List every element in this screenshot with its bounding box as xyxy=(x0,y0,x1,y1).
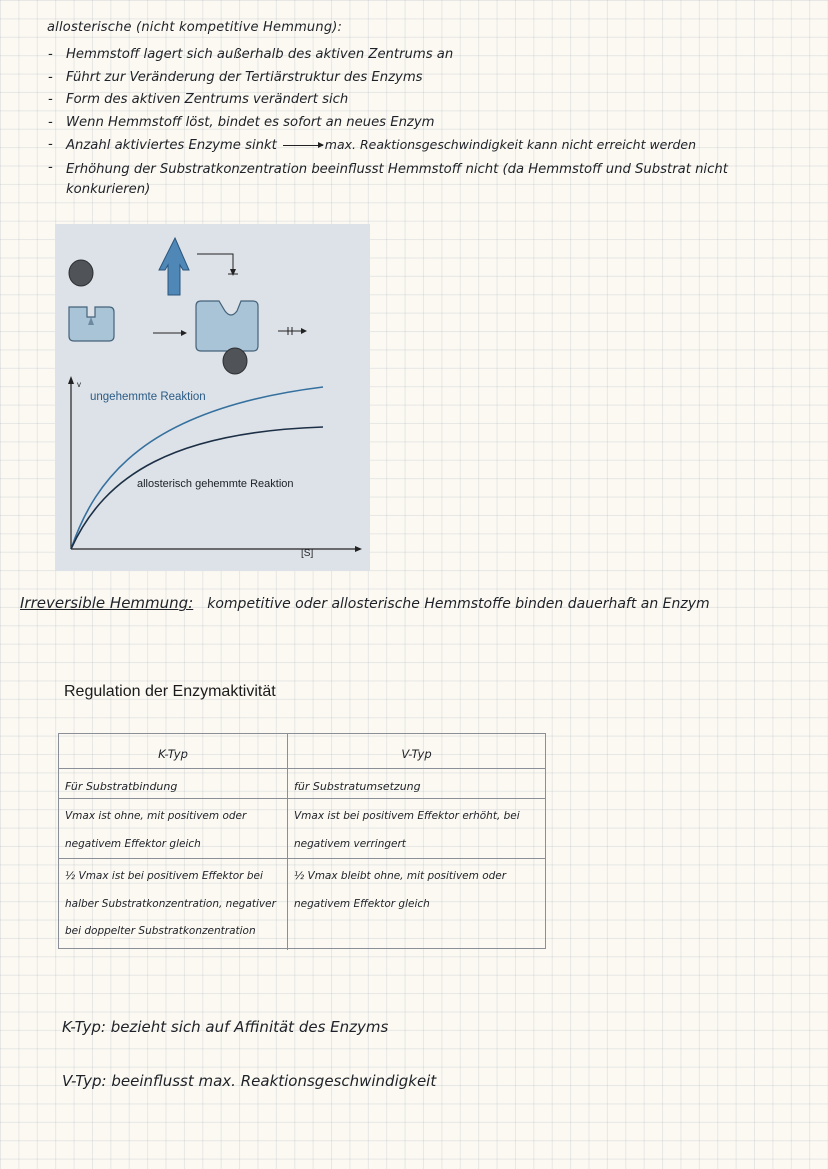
inhibitor-icon xyxy=(159,238,189,295)
bullet-item: - Erhöhung der Substratkonzentration beeinflusst Hemmstoff nicht (da Hemmstoff und Substrat nicht konkurieren) xyxy=(44,158,814,200)
vtyp-text: beeinflusst max. Reaktionsgeschwindigkeit xyxy=(111,1072,437,1090)
table-cell: für Substratumsetzung xyxy=(288,769,545,799)
ktyp-note xyxy=(62,1018,388,1036)
ktyp-label: K-Typ: xyxy=(62,1018,106,1036)
curve-bottom-label: allosterisch gehemmte Reaktion xyxy=(137,478,294,490)
inhibition-figure xyxy=(55,224,370,571)
arrow-right-icon xyxy=(283,145,323,146)
enzyme-deformed-icon xyxy=(196,301,258,351)
bullet-list xyxy=(44,44,814,200)
bullet-item: - Führt zur Veränderung der Tertiärstruktur des Enzyms xyxy=(44,67,814,90)
bullet-item xyxy=(44,134,814,158)
curve-uninhibited xyxy=(71,387,323,549)
irreversible-note xyxy=(20,594,710,612)
bullet-item: - Form des aktiven Zentrums verändert sich xyxy=(44,89,814,112)
substrate-disc-icon xyxy=(223,348,247,374)
irreversible-label: Irreversible Hemmung: xyxy=(20,594,194,612)
table-header-v: V-Typ xyxy=(288,734,545,769)
irreversible-definition: kompetitive oder allosterische Hemmstoffe binden dauerhaft an Enzym xyxy=(207,596,710,612)
bullet-text: Anzahl aktiviertes Enzyme sinkt xyxy=(66,138,277,153)
table-cell: Für Substratbindung xyxy=(59,769,288,799)
x-axis-label: [S] xyxy=(301,548,314,559)
regulation-title: Regulation der Enzymaktivität xyxy=(64,683,276,700)
substrate-disc-icon xyxy=(69,260,93,286)
arrow-right-icon xyxy=(181,330,187,336)
bullet-item: - Hemmstoff lagert sich außerhalb des aktiven Zentrums an xyxy=(44,44,814,67)
ktyp-text: bezieht sich auf Affinität des Enzyms xyxy=(110,1018,389,1036)
y-axis-label: v xyxy=(77,380,81,389)
vtyp-label: V-Typ: xyxy=(62,1072,107,1090)
table-cell: ½ Vmax ist bei positivem Effektor bei halber Substratkonzentration, negativer bei doppelter Substratkonzentration xyxy=(59,859,288,950)
bullet-text: max. Reaktionsgeschwindigkeit kann nicht erreicht werden xyxy=(324,137,697,152)
section-heading: allosterische (nicht kompetitive Hemmung): xyxy=(47,20,343,35)
vtyp-note xyxy=(62,1072,436,1090)
bullet-item: - Wenn Hemmstoff löst, bindet es sofort an neues Enzym xyxy=(44,112,814,135)
table-cell: Vmax ist ohne, mit positivem oder negativem Effektor gleich xyxy=(59,799,288,859)
comparison-table xyxy=(58,733,546,949)
table-cell: Vmax ist bei positivem Effektor erhöht, bei negativem verringert xyxy=(288,799,545,859)
curve-top-label: ungehemmte Reaktion xyxy=(90,391,206,403)
table-header-k: K-Typ xyxy=(59,734,288,769)
table-cell: ½ Vmax bleibt ohne, mit positivem oder negativem Effektor gleich xyxy=(294,870,507,910)
